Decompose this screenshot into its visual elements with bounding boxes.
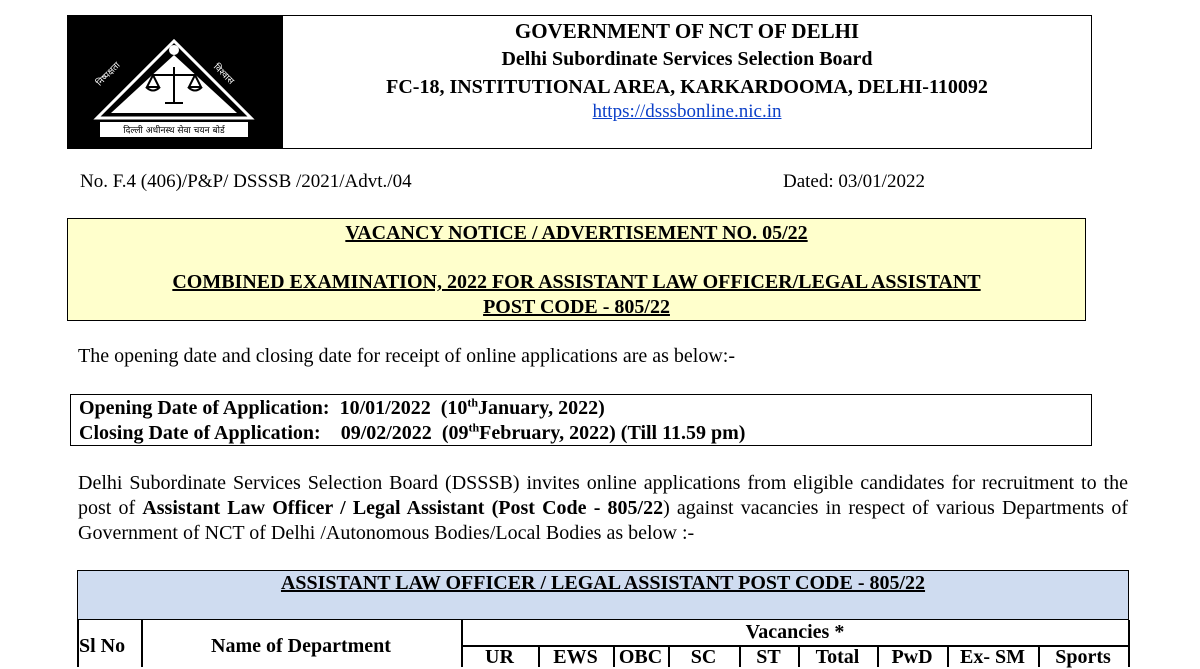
board-address: FC-18, INSTITUTIONAL AREA, KARKARDOOMA, DELHI-110092 (386, 76, 988, 98)
reference-number: No. F.4 (406)/P&P/ DSSSB /2021/Advt./04 (80, 171, 412, 192)
subcolumn-divider (877, 645, 879, 667)
opening-date: 10/01/2022 (339, 397, 431, 419)
subcolumn-divider (1038, 645, 1040, 667)
notice-title: VACANCY NOTICE / ADVERTISEMENT NO. 05/22 (345, 222, 808, 244)
closing-sup: th (468, 420, 480, 435)
subcolumn-divider (739, 645, 741, 667)
column-vacancies: Vacancies * (745, 621, 845, 643)
subcolumn-ews: EWS (553, 646, 598, 668)
intro-text: The opening date and closing date for receipt of online applications are as below:- (78, 345, 735, 367)
reference-date: Dated: 03/01/2022 (783, 171, 925, 192)
subcolumn-divider (668, 645, 670, 667)
closing-label: Closing Date of Application: (79, 422, 321, 444)
subcolumn-obc: OBC (618, 646, 663, 668)
opening-paren-rest: January, 2022) (478, 397, 605, 419)
para-post-bold: Assistant Law Officer / Legal Assistant (Post Code - 805/22 (142, 497, 664, 519)
table-title: ASSISTANT LAW OFFICER / LEGAL ASSISTANT POST CODE - 805/22 (280, 572, 926, 594)
subcolumn-ur: UR (485, 646, 514, 668)
subcolumn-sc: SC (690, 646, 717, 668)
subcolumn-total: Total (815, 646, 860, 668)
closing-date: 09/02/2022 (340, 422, 432, 444)
opening-date-row (79, 397, 605, 420)
opening-paren-day: (10 (440, 397, 468, 419)
logo-arc-right-text: विश्वास (211, 62, 236, 87)
para-part2: ) against vacancies in respect of various Departments of Government of NCT of Delhi /Autonomous Bodies/Local Bodies as below :- (78, 497, 1129, 544)
subcolumn-divider (947, 645, 949, 667)
opening-sup: th (467, 395, 479, 410)
subcolumn-divider (798, 645, 800, 667)
closing-paren-day: (09 (441, 422, 469, 444)
closing-date-row (79, 422, 745, 445)
dsssb-logo (67, 15, 281, 149)
website-link[interactable]: https://dsssbonline.nic.in (592, 101, 782, 122)
invitation-paragraph (78, 471, 1128, 546)
column-sl-no: Sl No (79, 635, 126, 657)
para-part1: Delhi Subordinate Services Selection Board (DSSSB) invites online applications from eligible candidates for recruitment to the post of (78, 472, 1128, 519)
exam-title: COMBINED EXAMINATION, 2022 FOR ASSISTANT LAW OFFICER/LEGAL ASSISTANT (172, 271, 981, 293)
subcolumn-sports: Sports (1055, 646, 1111, 668)
opening-label: Opening Date of Application: (79, 397, 330, 419)
logo-arc-left-text: निष्पक्षता (94, 60, 123, 89)
subcolumn-ex-sm: Ex- SM (960, 646, 1025, 668)
column-department: Name of Department (211, 635, 391, 657)
logo-caption: दिल्ली अधीनस्थ सेवा चयन बोर्ड (123, 126, 225, 136)
subcolumn-st: ST (756, 646, 781, 668)
subcolumn-divider (613, 645, 615, 667)
post-code: POST CODE - 805/22 (483, 296, 670, 318)
subcolumn-divider (538, 645, 540, 667)
subcolumn-pwd: PwD (891, 646, 933, 668)
closing-paren-rest: February, 2022) (Till 11.59 pm) (479, 422, 746, 444)
government-title: GOVERNMENT OF NCT OF DELHI (514, 19, 860, 43)
board-name: Delhi Subordinate Services Selection Board (501, 48, 873, 70)
